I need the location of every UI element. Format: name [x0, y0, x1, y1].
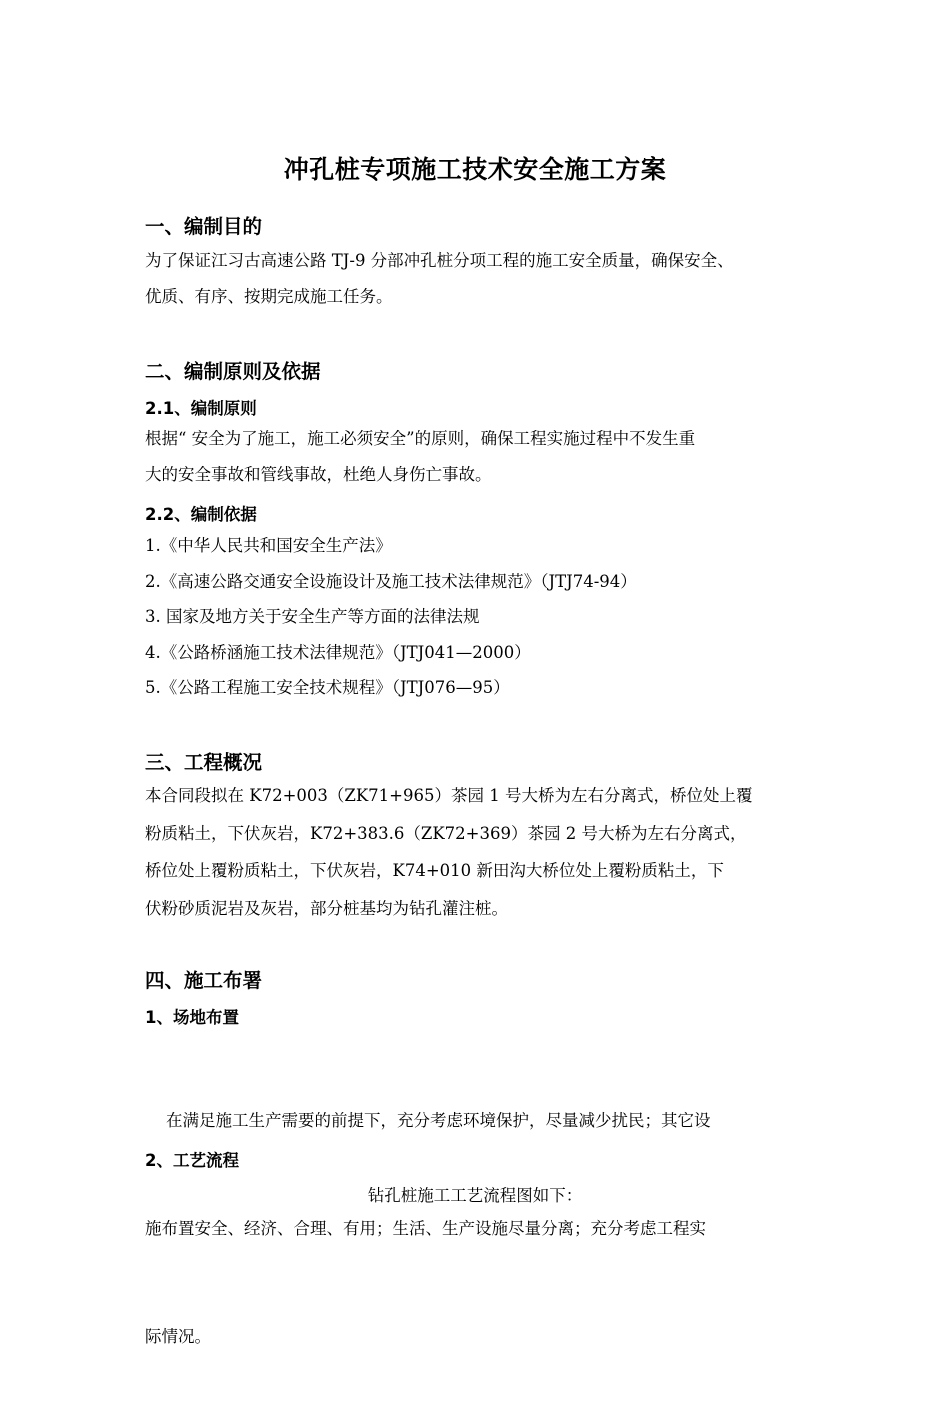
section-1-paragraph	[145, 243, 815, 315]
paragraph-line: 桥位处上覆粉质粘土，下伏灰岩，K74+010 新田沟大桥位处上覆粉质粘土，下	[145, 861, 724, 880]
paragraph-line: 际情况。	[145, 1327, 211, 1346]
reference-item: 3. 国家及地方关于安全生产等方面的法律法规	[145, 607, 480, 626]
section-2-1-heading: 2.1、编制原则	[145, 399, 257, 418]
reference-item: 5.《公路工程施工安全技术规程》（JTJ076—95）	[145, 678, 510, 697]
section-3-heading: 三、工程概况	[145, 751, 263, 774]
paragraph-line: 施布置安全、经济、合理、有用；生活、生产设施尽量分离；充分考虑工程实	[145, 1219, 706, 1238]
section-4-1-paragraph	[145, 1031, 815, 1427]
section-2-heading: 二、编制原则及依据	[145, 360, 321, 383]
paragraph-line: 在满足施工生产需要的前提下，充分考虑环境保护，尽量减少扰民；其它设	[145, 1111, 711, 1130]
paragraph-line: 粉质粘土，下伏灰岩，K72+383.6（ZK72+369）茶园 2 号大桥为左右分离式，	[145, 823, 747, 843]
section-3-paragraph	[145, 777, 815, 927]
reference-item: 2.《高速公路交通安全设施设计及施工技术法律规范》（JTJ74-94）	[145, 571, 637, 591]
paragraph-line: 伏粉砂质泥岩及灰岩，部分桩基均为钻孔灌注桩。	[145, 898, 508, 918]
reference-item: 4.《公路桥涵施工技术法律规范》（JTJ041—2000）	[145, 642, 531, 662]
paragraph-line: 大的安全事故和管线事故，杜绝人身伤亡事故。	[145, 465, 492, 484]
section-4-1-heading: 1、场地布置	[145, 1008, 239, 1027]
paragraph-line: 优质、有序、按期完成施工任务。	[145, 287, 393, 306]
paragraph-line: 为了保证江习古高速公路 TJ-9 分部冲孔桩分项工程的施工安全质量，确保安全、	[145, 251, 734, 270]
section-2-2-heading: 2.2、编制依据	[145, 505, 257, 524]
flow-chart-caption: 钻孔桩施工工艺流程图如下：	[367, 1186, 583, 1205]
paragraph-line: 本合同段拟在 K72+003（ZK71+965）茶园 1 号大桥为左右分离式，桥位处上覆	[145, 786, 753, 805]
document-title: 冲孔桩专项施工技术安全施工方案	[283, 155, 667, 184]
reference-list	[145, 528, 815, 706]
section-4-2-heading: 2、工艺流程	[145, 1151, 239, 1170]
paragraph-line: 根据“ 安全为了施工，施工必须安全”的原则，确保工程实施过程中不发生重	[145, 429, 696, 448]
reference-item: 1.《中华人民共和国安全生产法》	[145, 536, 392, 555]
section-4-heading: 四、施工布署	[145, 969, 263, 992]
section-1-heading: 一、编制目的	[145, 215, 263, 238]
section-2-1-paragraph	[145, 421, 815, 493]
